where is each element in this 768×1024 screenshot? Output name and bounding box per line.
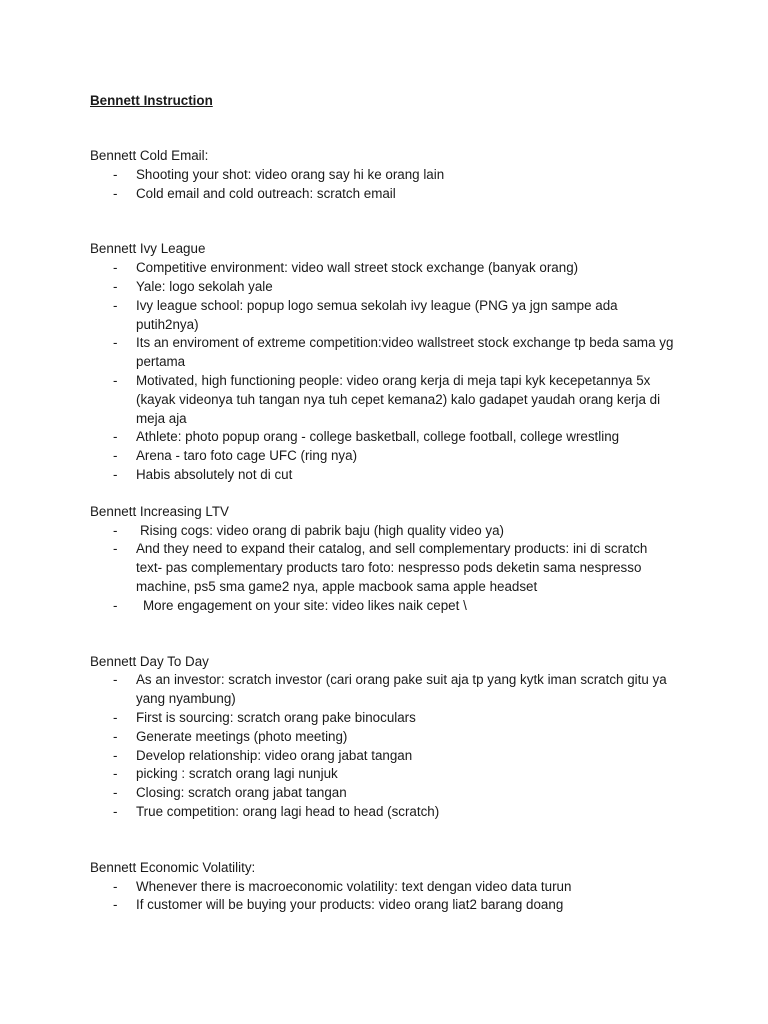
list-item-text: True competition: orang lagi head to head (scratch) — [136, 803, 440, 819]
list-item — [90, 803, 690, 822]
list-item — [90, 765, 690, 784]
list-item-text: Shooting your shot: video orang say hi ke orang lain — [136, 166, 445, 182]
document-page — [90, 92, 690, 915]
list-item-text: picking : scratch orang lagi nunjuk — [136, 766, 338, 782]
list-item — [90, 334, 690, 372]
list-item — [90, 709, 690, 728]
dash-bullet: - — [113, 747, 118, 763]
list-item — [90, 540, 690, 596]
section-heading: Bennett Day To Day — [90, 653, 209, 669]
list-item — [90, 747, 690, 766]
list-item-text: Develop relationship: video orang jabat tangan — [136, 747, 413, 763]
section-heading: Bennett Cold Email: — [90, 148, 209, 163]
list-item-text: Arena - taro foto cage UFC (ring nya) — [136, 448, 358, 464]
list-item-text: And they need to expand their catalog, and sell complementary products: ini di scratch text- pas complementary products taro foto: nespresso pods deketin sama nespresso machine, ps5 sma game2 nya, apple macbook sama apple headset — [136, 541, 648, 594]
list-item-text: Generate meetings (photo meeting) — [136, 728, 348, 744]
section-heading: Bennett Increasing LTV — [90, 503, 229, 519]
list-item — [90, 878, 690, 897]
dash-bullet: - — [113, 260, 118, 276]
list-item-text: More engagement on your site: video likes naik cepet \ — [143, 597, 467, 613]
dash-bullet: - — [113, 448, 118, 464]
list-item — [90, 259, 690, 278]
dash-bullet: - — [113, 185, 118, 201]
list-item-text: First is sourcing: scratch orang pake binoculars — [136, 709, 416, 725]
dash-bullet: - — [113, 466, 118, 482]
dash-bullet: - — [113, 897, 118, 913]
list-item — [90, 297, 690, 335]
section-increasing-ltv — [90, 503, 690, 616]
list-item-text: Habis absolutely not di cut — [136, 466, 293, 482]
dash-bullet: - — [113, 672, 118, 688]
list-item — [90, 784, 690, 803]
section-economic-volatility — [90, 859, 690, 915]
bullet-list — [90, 166, 690, 204]
bullet-list — [90, 878, 690, 916]
list-item-text: Rising cogs: video orang di pabrik baju (high quality video ya) — [140, 522, 504, 538]
list-item — [90, 278, 690, 297]
dash-bullet: - — [113, 335, 118, 351]
list-item-text: Competitive environment: video wall street stock exchange (banyak orang) — [136, 260, 579, 276]
document-title: Bennett Instruction — [90, 93, 213, 108]
list-item — [90, 428, 690, 447]
list-item-text: Yale: logo sekolah yale — [136, 278, 273, 294]
list-item-text: Athlete: photo popup orang - college basketball, college football, college wrestling — [136, 429, 620, 445]
list-item — [90, 728, 690, 747]
list-item-text: Ivy league school: popup logo semua sekolah ivy league (PNG ya jgn sampe ada putih2nya) — [136, 297, 618, 332]
dash-bullet: - — [113, 709, 118, 725]
list-item — [90, 671, 690, 709]
dash-bullet: - — [113, 785, 118, 801]
dash-bullet: - — [113, 522, 118, 538]
list-item-text: Its an enviroment of extreme competition:video wallstreet stock exchange tp beda sama yg pertama — [136, 335, 674, 370]
list-item — [90, 896, 690, 915]
dash-bullet: - — [113, 728, 118, 744]
list-item — [90, 372, 690, 428]
section-day-to-day — [90, 653, 690, 822]
list-item-text: As an investor: scratch investor (cari orang pake suit aja tp yang kytk iman scratch gitu ya yang nyambung) — [136, 672, 667, 707]
section-ivy-league — [90, 240, 690, 484]
list-item — [90, 597, 690, 616]
section-heading: Bennett Economic Volatility: — [90, 859, 256, 875]
list-item — [90, 447, 690, 466]
list-item-text: Motivated, high functioning people: video orang kerja di meja tapi kyk kecepetannya 5x (kayak videonya tuh tangan nya tuh cepet kemana2) kalo gadapet yaudah orang kerja di meja aja — [136, 372, 661, 426]
dash-bullet: - — [113, 766, 118, 782]
dash-bullet: - — [113, 541, 118, 557]
bullet-list — [90, 671, 690, 821]
bullet-list — [90, 259, 690, 485]
section-heading: Bennett Ivy League — [90, 241, 206, 257]
dash-bullet: - — [113, 278, 118, 294]
dash-bullet: - — [113, 297, 118, 313]
list-item-text: Whenever there is macroeconomic volatility: text dengan video data turun — [136, 878, 572, 894]
list-item-text: Cold email and cold outreach: scratch email — [136, 185, 396, 201]
list-item-text: If customer will be buying your products: video orang liat2 barang doang — [136, 897, 564, 913]
dash-bullet: - — [113, 166, 118, 182]
bullet-list — [90, 522, 690, 616]
dash-bullet: - — [113, 597, 118, 613]
list-item — [90, 466, 690, 485]
dash-bullet: - — [113, 878, 118, 894]
list-item — [90, 166, 690, 185]
list-item-text: Closing: scratch orang jabat tangan — [136, 785, 347, 801]
dash-bullet: - — [113, 429, 118, 445]
list-item — [90, 185, 690, 204]
dash-bullet: - — [113, 372, 118, 388]
section-cold-email — [90, 147, 690, 203]
dash-bullet: - — [113, 803, 118, 819]
list-item — [90, 522, 690, 541]
